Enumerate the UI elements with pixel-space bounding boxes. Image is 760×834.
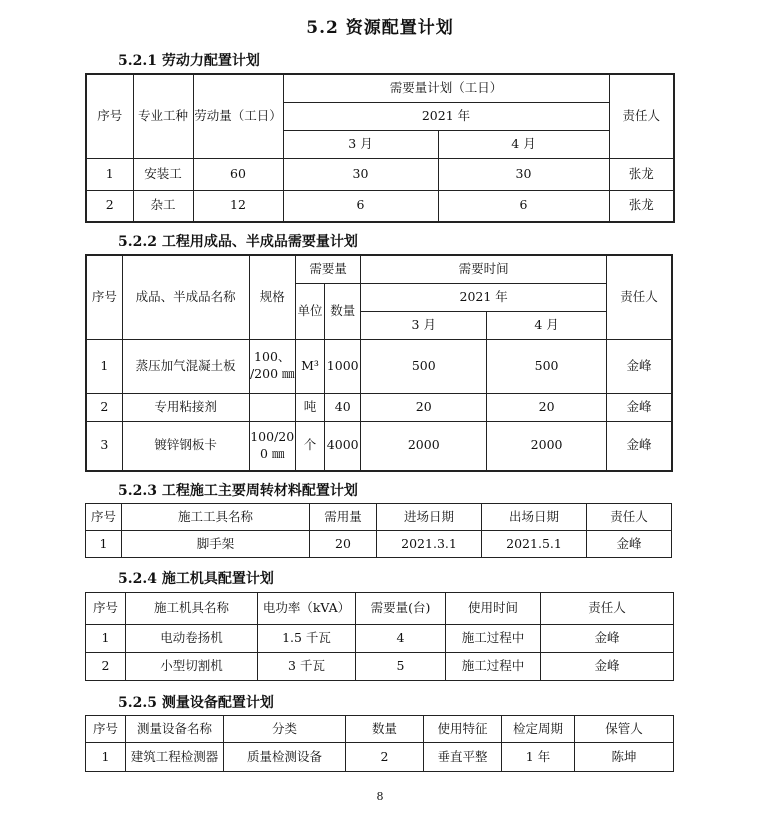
cell-out-date: 2021.5.1 <box>482 531 587 558</box>
cell-time: 施工过程中 <box>446 625 541 653</box>
header-feature: 使用特征 <box>424 716 502 743</box>
cell-feature: 垂直平整 <box>424 743 502 772</box>
cell-qty: 2 <box>346 743 424 772</box>
cell-qty: 5 <box>356 653 446 681</box>
cell-april: 2000 <box>487 421 607 471</box>
header-name: 测量设备名称 <box>126 716 224 743</box>
cell-owner: 张龙 <box>609 158 674 190</box>
header-name: 成品、半成品名称 <box>122 255 249 339</box>
cell-no: 1 <box>86 531 122 558</box>
cell-no: 1 <box>86 158 133 190</box>
table-row <box>86 531 672 558</box>
cell-qty: 1000 <box>325 339 361 393</box>
cell-time: 施工过程中 <box>446 653 541 681</box>
header-year: 2021 年 <box>283 102 609 130</box>
machines-table <box>85 592 674 681</box>
cell-no: 1 <box>86 625 126 653</box>
table-row <box>86 421 672 471</box>
header-time: 使用时间 <box>446 593 541 625</box>
section-heading-materials: 5.2.3 工程施工主要周转材料配置计划 <box>118 483 358 499</box>
cell-power: 3 千瓦 <box>258 653 356 681</box>
cell-qty: 4 <box>356 625 446 653</box>
table-row <box>86 339 672 393</box>
cell-owner: 金峰 <box>541 653 674 681</box>
cell-no: 2 <box>86 393 122 421</box>
section-heading-machines: 5.2.4 施工机具配置计划 <box>118 571 274 587</box>
cell-april: 6 <box>438 190 609 222</box>
cell-spec <box>249 421 295 471</box>
cell-type: 杂工 <box>133 190 193 222</box>
header-qty: 数量 <box>325 283 361 339</box>
header-qty: 需要量(台) <box>356 593 446 625</box>
cell-no: 1 <box>86 743 126 772</box>
page-number: 8 <box>376 790 384 803</box>
header-need: 需要量 <box>295 255 360 283</box>
header-category: 分类 <box>224 716 346 743</box>
cell-march: 6 <box>283 190 438 222</box>
cell-power: 1.5 千瓦 <box>258 625 356 653</box>
header-owner: 责任人 <box>606 255 672 339</box>
header-time: 需要时间 <box>361 255 607 283</box>
header-no: 序号 <box>86 716 126 743</box>
header-power: 电功率（kVA） <box>258 593 356 625</box>
header-april: 4 月 <box>438 130 609 158</box>
cell-period: 1 年 <box>502 743 575 772</box>
cell-name: 建筑工程检测器 <box>126 743 224 772</box>
spec-line: 100/20 <box>250 428 295 444</box>
cell-name: 镀锌钢板卡 <box>122 421 249 471</box>
cell-owner: 金峰 <box>606 339 672 393</box>
cell-qty: 4000 <box>325 421 361 471</box>
header-out-date: 出场日期 <box>482 504 587 531</box>
cell-april: 500 <box>487 339 607 393</box>
spec-line: /200 ㎜ <box>249 366 295 381</box>
cell-no: 1 <box>86 339 122 393</box>
header-no: 序号 <box>86 504 122 531</box>
cell-type: 安装工 <box>133 158 193 190</box>
table-row <box>86 625 674 653</box>
cell-amount: 60 <box>193 158 283 190</box>
header-no: 序号 <box>86 593 126 625</box>
header-march: 3 月 <box>283 130 438 158</box>
cell-march: 500 <box>361 339 487 393</box>
page-title: 5.2 资源配置计划 <box>306 18 454 38</box>
header-march: 3 月 <box>361 311 487 339</box>
header-no: 序号 <box>86 74 133 158</box>
cell-in-date: 2021.3.1 <box>377 531 482 558</box>
header-keeper: 保管人 <box>575 716 674 743</box>
table-row <box>86 190 674 222</box>
header-period: 检定周期 <box>502 716 575 743</box>
header-name: 施工机具名称 <box>126 593 258 625</box>
survey-table <box>85 715 674 772</box>
header-plan: 需要量计划（工日） <box>283 74 609 102</box>
header-qty: 需用量 <box>310 504 377 531</box>
cell-no: 2 <box>86 190 133 222</box>
products-table <box>85 254 673 472</box>
spec-line: 100、 <box>254 349 291 365</box>
cell-amount: 12 <box>193 190 283 222</box>
cell-owner: 金峰 <box>587 531 672 558</box>
cell-spec <box>249 393 295 421</box>
cell-unit: 个 <box>295 421 324 471</box>
cell-name: 专用粘接剂 <box>122 393 249 421</box>
cell-unit: M³ <box>295 339 324 393</box>
materials-table <box>85 503 672 558</box>
spec-line: 0 ㎜ <box>260 445 285 461</box>
header-owner: 责任人 <box>541 593 674 625</box>
header-april: 4 月 <box>487 311 607 339</box>
cell-spec <box>249 339 295 393</box>
cell-no: 3 <box>86 421 122 471</box>
cell-march: 30 <box>283 158 438 190</box>
header-qty: 数量 <box>346 716 424 743</box>
cell-april: 20 <box>487 393 607 421</box>
table-row <box>86 393 672 421</box>
cell-qty: 40 <box>325 393 361 421</box>
header-no: 序号 <box>86 255 122 339</box>
section-heading-labor: 5.2.1 劳动力配置计划 <box>118 53 260 69</box>
cell-category: 质量检测设备 <box>224 743 346 772</box>
table-row <box>86 743 674 772</box>
cell-no: 2 <box>86 653 126 681</box>
cell-keeper: 陈坤 <box>575 743 674 772</box>
header-owner: 责任人 <box>609 74 674 158</box>
cell-owner: 张龙 <box>609 190 674 222</box>
header-unit: 单位 <box>295 283 324 339</box>
header-type: 专业工种 <box>133 74 193 158</box>
header-owner: 责任人 <box>587 504 672 531</box>
table-row <box>86 653 674 681</box>
cell-march: 20 <box>361 393 487 421</box>
cell-owner: 金峰 <box>606 421 672 471</box>
cell-owner: 金峰 <box>606 393 672 421</box>
cell-name: 蒸压加气混凝土板 <box>122 339 249 393</box>
labor-table <box>85 73 675 223</box>
header-year: 2021 年 <box>361 283 607 311</box>
cell-unit: 吨 <box>295 393 324 421</box>
cell-name: 小型切割机 <box>126 653 258 681</box>
cell-april: 30 <box>438 158 609 190</box>
cell-qty: 20 <box>310 531 377 558</box>
header-amount: 劳动量（工日） <box>193 74 283 158</box>
header-spec: 规格 <box>249 255 295 339</box>
cell-name: 脚手架 <box>122 531 310 558</box>
section-heading-products: 5.2.2 工程用成品、半成品需要量计划 <box>118 234 358 250</box>
cell-name: 电动卷扬机 <box>126 625 258 653</box>
section-heading-survey: 5.2.5 测量设备配置计划 <box>118 695 274 711</box>
table-row <box>86 158 674 190</box>
cell-owner: 金峰 <box>541 625 674 653</box>
header-name: 施工工具名称 <box>122 504 310 531</box>
cell-march: 2000 <box>361 421 487 471</box>
header-in-date: 进场日期 <box>377 504 482 531</box>
